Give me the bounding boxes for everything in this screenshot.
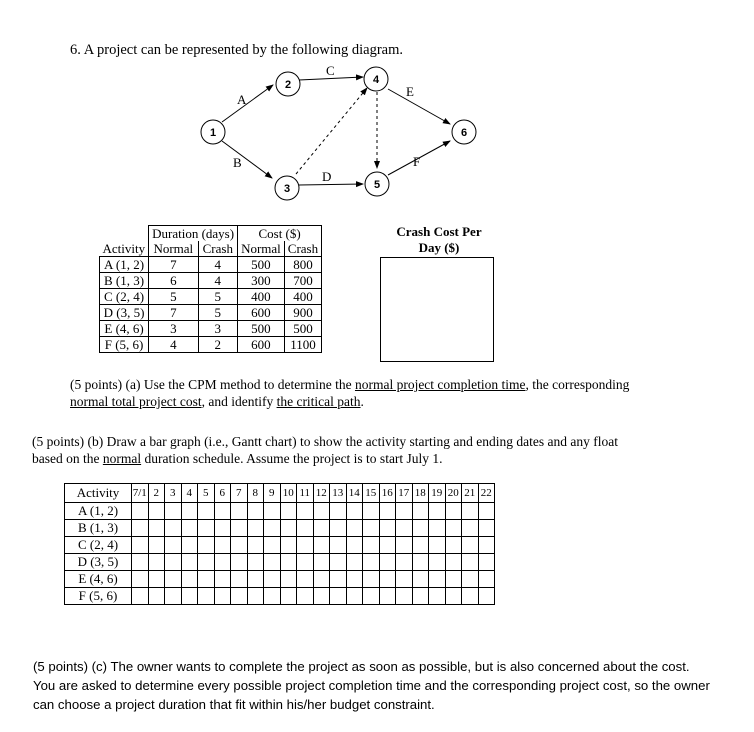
gantt-cell[interactable] [313,588,330,605]
gantt-cell[interactable] [297,537,314,554]
gantt-cell[interactable] [264,503,281,520]
cost-cell-activity: B (1, 3) [100,273,149,289]
cost-cell-crash_c: 500 [284,321,321,337]
gantt-cell[interactable] [330,520,347,537]
crash-cost-header: Crash [284,241,321,257]
gantt-cell[interactable] [214,537,231,554]
gantt-cell[interactable] [214,588,231,605]
gantt-cell[interactable] [346,571,363,588]
gantt-cell[interactable] [198,503,215,520]
gantt-cell[interactable] [363,554,380,571]
gantt-cell[interactable] [181,520,198,537]
gantt-cell[interactable] [445,588,462,605]
cost-cell-normal_d: 3 [149,321,198,337]
gantt-day-header: 5 [198,484,215,503]
gantt-cell[interactable] [478,571,495,588]
gantt-cell[interactable] [379,503,396,520]
node-4-label: 4 [372,74,380,86]
cost-table-row [100,257,322,273]
gantt-cell[interactable] [478,588,495,605]
gantt-cell[interactable] [165,571,182,588]
crash-duration-header: Crash [198,241,238,257]
gantt-cell[interactable] [478,503,495,520]
gantt-cell[interactable] [462,554,479,571]
gantt-cell[interactable] [412,503,429,520]
network-diagram [190,62,510,212]
gantt-cell[interactable] [462,571,479,588]
gantt-cell[interactable] [165,537,182,554]
edge-a-label: A [237,92,247,107]
gantt-row [65,537,495,554]
gantt-cell[interactable] [429,554,446,571]
gantt-cell[interactable] [478,537,495,554]
gantt-day-header: 14 [346,484,363,503]
gantt-activity-label: B (1, 3) [65,520,132,537]
part-a-prefix: (5 points) (a) Use the CPM method to determine the [70,377,355,392]
gantt-day-header: 3 [165,484,182,503]
gantt-cell[interactable] [412,571,429,588]
gantt-cell[interactable] [148,503,165,520]
part-b-prefix: (5 points) (b) Draw a bar graph (i.e., Gantt chart) to show the activity starting and ending dates and any float based on the [32,434,618,466]
gantt-cell[interactable] [330,537,347,554]
gantt-cell[interactable] [214,554,231,571]
gantt-day-header: 11 [297,484,314,503]
gantt-cell[interactable] [330,571,347,588]
gantt-cell[interactable] [363,537,380,554]
gantt-row [65,571,495,588]
gantt-cell[interactable] [214,503,231,520]
cost-group-header: Cost ($) [238,226,322,242]
gantt-cell[interactable] [181,537,198,554]
gantt-cell[interactable] [181,503,198,520]
gantt-cell[interactable] [313,503,330,520]
gantt-cell[interactable] [132,520,149,537]
cost-cell-crash_d: 3 [198,321,238,337]
gantt-cell[interactable] [462,588,479,605]
gantt-cell[interactable] [429,520,446,537]
gantt-row [65,588,495,605]
gantt-day-header: 21 [462,484,479,503]
gantt-day-header: 16 [379,484,396,503]
gantt-cell[interactable] [148,520,165,537]
cost-cell-crash_d: 5 [198,305,238,321]
gantt-cell[interactable] [313,571,330,588]
gantt-cell[interactable] [379,520,396,537]
duration-group-header: Duration (days) [149,226,238,242]
gantt-cell[interactable] [462,503,479,520]
gantt-cell[interactable] [297,554,314,571]
crash-cost-per-day-header: Crash Cost Per Day ($) [396,224,482,255]
gantt-cell[interactable] [181,588,198,605]
gantt-cell[interactable] [214,571,231,588]
gantt-cell[interactable] [264,554,281,571]
part-b-text [32,433,652,467]
question-title: 6. A project can be represented by the following diagram. [70,42,403,58]
gantt-cell[interactable] [330,554,347,571]
gantt-activity-header: Activity [65,484,132,503]
edge-a [222,85,273,122]
cost-table-row [100,289,322,305]
gantt-cell[interactable] [165,503,182,520]
gantt-day-header: 7/1 [132,484,149,503]
edge-d [299,184,363,185]
edge-f-label: F [413,154,421,169]
gantt-row [65,520,495,537]
node-3-label: 3 [283,183,291,195]
part-a-underline-1: normal project completion time [354,377,526,392]
cost-cell-normal_d: 7 [149,257,198,273]
gantt-cell[interactable] [429,537,446,554]
gantt-cell[interactable] [231,588,248,605]
gantt-row [65,503,495,520]
gantt-cell[interactable] [280,503,297,520]
edge-b-label: B [233,155,242,170]
part-a-text [70,376,630,410]
gantt-activity-label: D (3, 5) [65,554,132,571]
gantt-cell[interactable] [346,537,363,554]
gantt-cell[interactable] [396,520,413,537]
gantt-cell[interactable] [445,571,462,588]
gantt-cell[interactable] [313,520,330,537]
gantt-cell[interactable] [396,537,413,554]
gantt-cell[interactable] [429,503,446,520]
cost-cell-activity: E (4, 6) [100,321,149,337]
gantt-cell[interactable] [165,520,182,537]
gantt-day-header: 20 [445,484,462,503]
gantt-cell[interactable] [396,554,413,571]
gantt-cell[interactable] [330,588,347,605]
gantt-cell[interactable] [247,503,264,520]
blank-cell [100,226,149,242]
node-6-label: 6 [460,127,468,139]
gantt-cell[interactable] [148,537,165,554]
gantt-cell[interactable] [363,520,380,537]
cost-cell-activity: C (2, 4) [100,289,149,305]
gantt-cell[interactable] [445,520,462,537]
edge-c-label: C [326,63,335,78]
dummy-3-4 [296,88,367,174]
cost-cell-normal_d: 7 [149,305,198,321]
cost-cell-crash_c: 400 [284,289,321,305]
gantt-cell[interactable] [148,554,165,571]
gantt-cell[interactable] [396,503,413,520]
gantt-cell[interactable] [379,554,396,571]
cost-cell-crash_d: 4 [198,273,238,289]
part-a-mid-1: , the corresponding [525,377,630,392]
cost-cell-crash_c: 1100 [284,337,321,353]
gantt-cell[interactable] [280,537,297,554]
edge-d-label: D [322,169,332,184]
cost-table-row [100,273,322,289]
gantt-cell[interactable] [198,571,215,588]
gantt-day-header: 19 [429,484,446,503]
gantt-cell[interactable] [198,537,215,554]
node-5-label: 5 [373,179,381,191]
gantt-cell[interactable] [330,503,347,520]
edge-e [388,89,450,124]
cost-table [99,225,322,353]
gantt-cell[interactable] [148,571,165,588]
gantt-cell[interactable] [412,520,429,537]
cost-cell-crash_c: 900 [284,305,321,321]
gantt-day-header: 6 [214,484,231,503]
gantt-cell[interactable] [363,571,380,588]
gantt-cell[interactable] [429,588,446,605]
gantt-cell[interactable] [181,554,198,571]
gantt-table [64,483,495,605]
gantt-cell[interactable] [297,588,314,605]
cost-cell-activity: F (5, 6) [100,337,149,353]
gantt-cell[interactable] [445,537,462,554]
gantt-cell[interactable] [198,520,215,537]
cost-cell-normal_c: 600 [238,305,285,321]
cost-cell-normal_d: 5 [149,289,198,305]
gantt-cell[interactable] [132,571,149,588]
part-a-underline-3: the critical path [276,394,361,409]
edge-b [222,141,272,178]
gantt-cell[interactable] [247,554,264,571]
part-c-text: (5 points) (c) The owner wants to complete the project as soon as possible, but is also concerned about the cost. You are asked to determine every possible project completion time and the corresponding project cost, so the owner can choose a project duration that fit within his/her budget constraint. [33,659,710,712]
cost-cell-crash_c: 700 [284,273,321,289]
gantt-cell[interactable] [297,520,314,537]
gantt-cell[interactable] [280,520,297,537]
gantt-cell[interactable] [297,571,314,588]
gantt-day-header: 2 [148,484,165,503]
gantt-day-header: 4 [181,484,198,503]
gantt-activity-label: A (1, 2) [65,503,132,520]
gantt-cell[interactable] [346,520,363,537]
gantt-cell[interactable] [231,503,248,520]
gantt-day-header: 9 [264,484,281,503]
cost-cell-activity: D (3, 5) [100,305,149,321]
gantt-cell[interactable] [181,571,198,588]
cost-cell-normal_c: 500 [238,321,285,337]
gantt-cell[interactable] [429,571,446,588]
gantt-cell[interactable] [264,520,281,537]
normal-duration-header: Normal [149,241,198,257]
part-b-underline: normal [102,451,142,466]
gantt-cell[interactable] [363,588,380,605]
gantt-cell[interactable] [280,588,297,605]
cost-table-row [100,337,322,353]
gantt-cell[interactable] [412,537,429,554]
node-1-label: 1 [209,127,217,139]
gantt-activity-label: C (2, 4) [65,537,132,554]
gantt-day-header: 12 [313,484,330,503]
gantt-cell[interactable] [132,554,149,571]
cost-cell-normal_c: 400 [238,289,285,305]
gantt-cell[interactable] [313,554,330,571]
activity-col-header: Activity [100,241,149,257]
part-a-suffix: . [360,394,364,409]
cost-cell-normal_d: 4 [149,337,198,353]
gantt-activity-label: F (5, 6) [65,588,132,605]
gantt-cell[interactable] [396,588,413,605]
edge-e-label: E [406,84,414,99]
gantt-day-header: 7 [231,484,248,503]
gantt-cell[interactable] [445,503,462,520]
cost-table-row [100,321,322,337]
gantt-cell[interactable] [165,554,182,571]
gantt-cell[interactable] [396,571,413,588]
gantt-cell[interactable] [198,554,215,571]
cost-cell-crash_d: 2 [198,337,238,353]
gantt-cell[interactable] [231,537,248,554]
gantt-cell[interactable] [165,588,182,605]
gantt-cell[interactable] [247,571,264,588]
cost-table-row [100,305,322,321]
gantt-cell[interactable] [379,571,396,588]
gantt-cell[interactable] [379,588,396,605]
gantt-day-header: 18 [412,484,429,503]
gantt-cell[interactable] [280,571,297,588]
crash-per-day-column [380,257,494,362]
gantt-day-header: 13 [330,484,347,503]
gantt-cell[interactable] [297,503,314,520]
gantt-cell[interactable] [148,588,165,605]
gantt-cell[interactable] [445,554,462,571]
cost-cell-normal_c: 500 [238,257,285,273]
gantt-cell[interactable] [132,503,149,520]
part-a-mid-2: , and identify [201,394,277,409]
gantt-cell[interactable] [198,588,215,605]
gantt-cell[interactable] [231,520,248,537]
gantt-cell[interactable] [478,520,495,537]
gantt-cell[interactable] [346,588,363,605]
gantt-cell[interactable] [231,554,248,571]
gantt-cell[interactable] [247,537,264,554]
gantt-cell[interactable] [412,588,429,605]
gantt-cell[interactable] [132,537,149,554]
gantt-cell[interactable] [379,537,396,554]
gantt-cell[interactable] [478,554,495,571]
gantt-cell[interactable] [462,520,479,537]
gantt-cell[interactable] [346,554,363,571]
gantt-cell[interactable] [132,588,149,605]
gantt-cell[interactable] [264,571,281,588]
gantt-cell[interactable] [247,588,264,605]
gantt-cell[interactable] [264,588,281,605]
gantt-day-header: 15 [363,484,380,503]
part-b-suffix: duration schedule. Assume the project is to start July 1. [141,451,443,466]
gantt-day-header: 8 [247,484,264,503]
cost-cell-activity: A (1, 2) [100,257,149,273]
cost-cell-crash_d: 5 [198,289,238,305]
cost-cell-normal_c: 600 [238,337,285,353]
gantt-cell[interactable] [313,537,330,554]
cost-cell-normal_c: 300 [238,273,285,289]
gantt-cell[interactable] [231,571,248,588]
gantt-day-header: 22 [478,484,495,503]
normal-cost-header: Normal [238,241,285,257]
cost-cell-normal_d: 6 [149,273,198,289]
cost-cell-crash_c: 800 [284,257,321,273]
gantt-cell[interactable] [346,503,363,520]
gantt-cell[interactable] [264,537,281,554]
gantt-cell[interactable] [412,554,429,571]
gantt-day-header: 10 [280,484,297,503]
part-a-underline-2: normal total project cost [70,394,202,409]
cost-cell-crash_d: 4 [198,257,238,273]
node-2-label: 2 [284,79,292,91]
gantt-cell[interactable] [247,520,264,537]
gantt-cell[interactable] [214,520,231,537]
gantt-day-header: 17 [396,484,413,503]
gantt-cell[interactable] [280,554,297,571]
gantt-cell[interactable] [462,537,479,554]
gantt-row [65,554,495,571]
gantt-cell[interactable] [363,503,380,520]
gantt-activity-label: E (4, 6) [65,571,132,588]
